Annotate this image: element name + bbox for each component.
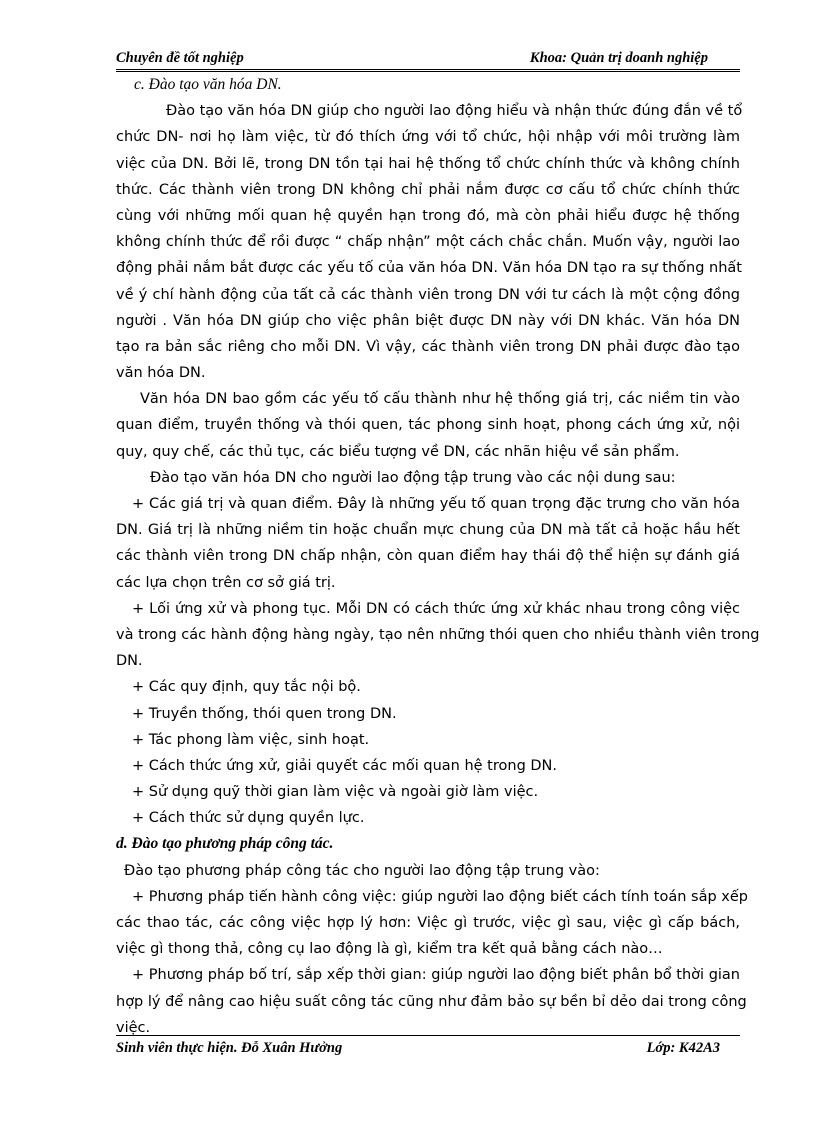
page-header: [116, 48, 740, 70]
footer-left: Sinh viên thực hiện. Đỗ Xuân Hưởng: [116, 1040, 343, 1056]
paragraph-line: Đào tạo văn hóa DN giúp cho người lao động hiểu và nhận thức đúng đắn về tổ: [166, 103, 743, 120]
list-item: + Sử dụng quỹ thời gian làm việc và ngoài giờ làm việc.: [132, 784, 539, 801]
list-item: + Cách thức ứng xử, giải quyết các mối quan hệ trong DN.: [132, 757, 558, 774]
paragraph-line: tạo ra bản sắc riêng cho mỗi DN. Vì vậy, các thành viên trong DN phải được đào tạo: [116, 338, 740, 355]
footer-right: Lớp: K42A3: [646, 1040, 720, 1056]
paragraph-line: việc gì thong thả, công cụ lao động là gì, kiểm tra kết quả bằng cách nào…: [116, 941, 663, 958]
paragraph-line: động phải nắm bắt được các yếu tố của văn hóa DN. Văn hóa DN tạo ra sự thống nhất: [116, 260, 742, 277]
list-item: + Các quy định, quy tắc nội bộ.: [132, 679, 361, 696]
paragraph-line: Đào tạo văn hóa DN cho người lao động tập trung vào các nội dung sau:: [150, 469, 676, 486]
paragraph-line: các thao tác, các công việc hợp lý hơn: Việc gì trước, việc gì sau, việc gì cấp bách,: [116, 915, 740, 931]
paragraph-line: Đào tạo phương pháp công tác cho người lao động tập trung vào:: [124, 862, 600, 879]
paragraph-line: các thành viên trong DN chấp nhận, còn quan điểm hay thái độ thể hiện sự đánh giá: [116, 548, 740, 565]
page-footer: [116, 1038, 740, 1060]
paragraph-line: việc.: [116, 1019, 151, 1036]
paragraph-line: người . Văn hóa DN giúp cho việc phân biệt được DN này với DN khác. Văn hóa DN: [116, 312, 740, 329]
paragraph-line: văn hóa DN.: [116, 365, 206, 382]
paragraph-line: hợp lý để nâng cao hiệu suất công tác cũng như đảm bảo sự bền bỉ dẻo dai trong công: [116, 993, 747, 1010]
header-left: Chuyên đề tốt nghiệp: [116, 50, 244, 66]
paragraph-line: thức. Các thành viên trong DN không chỉ phải nắm được cơ cấu tổ chức chính thức: [116, 181, 740, 198]
body-text: [116, 72, 760, 1041]
list-item: + Lối ứng xử và phong tục. Mỗi DN có cách thức ứng xử khác nhau trong công việc: [132, 600, 740, 617]
paragraph-line: DN.: [116, 653, 143, 670]
paragraph-line: quan điểm, truyền thống và thói quen, tác phong sinh hoạt, phong cách ứng xử, nội: [116, 417, 740, 434]
paragraph-line: không chính thức để rồi được “ chấp nhận” một cách chắc chắn. Muốn vậy, người lao: [116, 234, 740, 251]
paragraph-line: các lựa chọn trên cơ sở giá trị.: [116, 574, 336, 591]
section-heading-c: c. Đào tạo văn hóa DN.: [134, 76, 282, 93]
paragraph-line: và trong các hành động hàng ngày, tạo nên những thói quen cho nhiều thành viên trong: [116, 626, 760, 643]
paragraph-line: DN. Giá trị là những niềm tin hoặc chuẩn mực chung của DN mà tất cả hoặc hầu hết: [116, 522, 740, 539]
list-item: + Các giá trị và quan điểm. Đây là những yếu tố quan trọng đặc trưng cho văn hóa: [132, 496, 740, 512]
list-item: + Phương pháp tiến hành công việc: giúp người lao động biết cách tính toán sắp xếp: [132, 888, 748, 905]
list-item: + Tác phong làm việc, sinh hoạt.: [132, 731, 370, 748]
paragraph-line: quy, quy chế, các thủ tục, các biểu tượng về DN, các nhãn hiệu về sản phẩm.: [116, 443, 680, 460]
list-item: + Phương pháp bố trí, sắp xếp thời gian: giúp người lao động biết phân bổ thời gian: [132, 967, 740, 984]
list-item: + Cách thức sử dụng quyền lực.: [132, 810, 365, 827]
paragraph-line: cùng với những mối quan hệ quyền hạn trong đó, mà còn phải hiểu được hệ thống: [116, 207, 740, 224]
paragraph-line: Văn hóa DN bao gồm các yếu tố cấu thành như hệ thống giá trị, các niềm tin vào: [140, 391, 740, 408]
list-item: + Truyền thống, thói quen trong DN.: [132, 705, 397, 722]
paragraph-line: về ý chí hành động của tất cả các thành viên trong DN với tư cách là một cộng đồng: [116, 286, 740, 303]
paragraph-line: chức DN- nơi họ làm việc, từ đó thích ứng với tổ chức, hội nhập với môi trường làm: [116, 129, 740, 146]
document-page: [116, 48, 760, 1068]
footer-rule: [116, 1035, 740, 1036]
section-heading-d: d. Đào tạo phương pháp công tác.: [116, 835, 334, 853]
header-right: Khoa: Quản trị doanh nghiệp: [529, 50, 708, 66]
paragraph-line: việc của DN. Bởi lẽ, trong DN tồn tại hai hệ thống tổ chức chính thức và không chính: [116, 155, 740, 172]
